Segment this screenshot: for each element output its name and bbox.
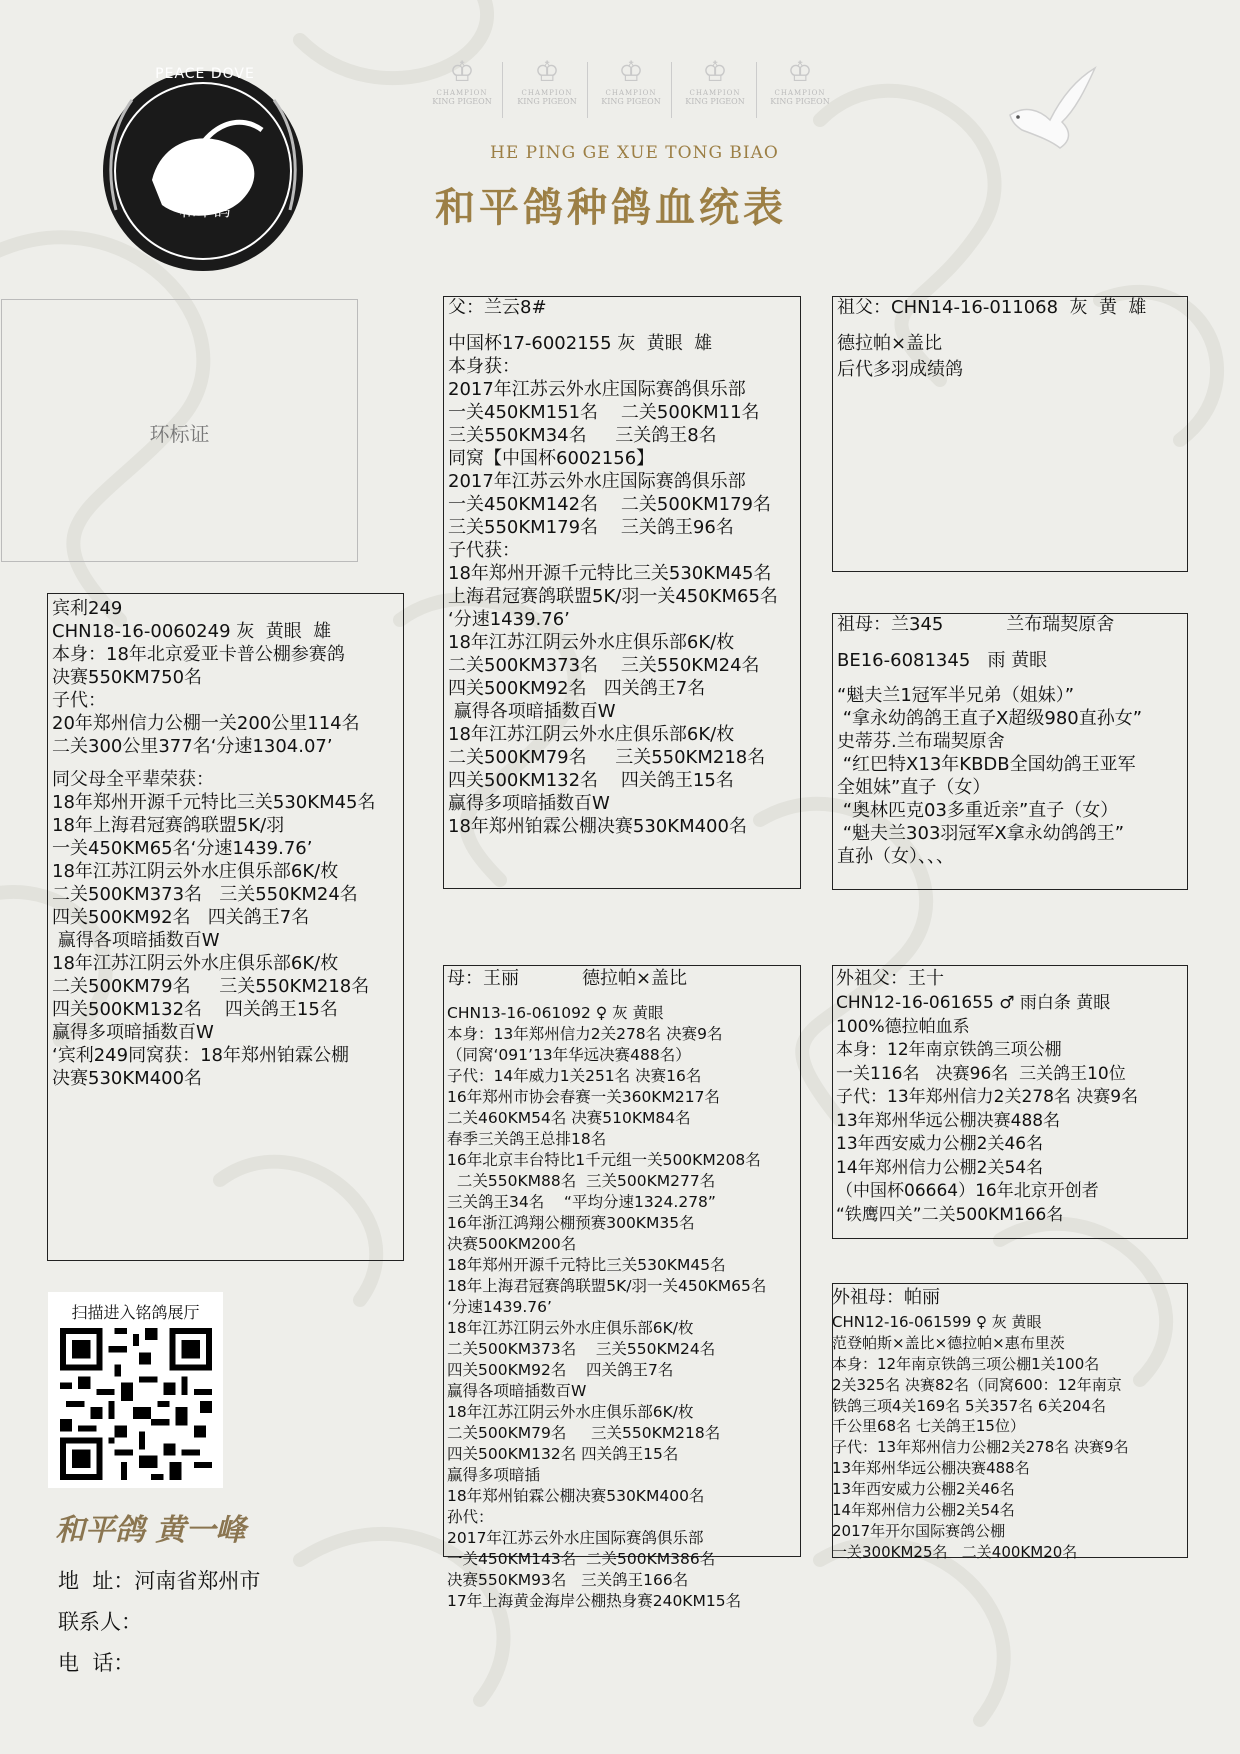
text-line: 18年郑州开源千元特比三关530KM45名: [52, 792, 376, 813]
text-line: 14年郑州信力公棚2关54名: [832, 1501, 1015, 1520]
text-line: 16年郑州市协会春赛一关360KM217名: [447, 1088, 720, 1106]
text-line: 四关500KM132名 四关鸽王15名: [52, 999, 338, 1020]
qr-code: [60, 1328, 212, 1480]
text-line: 13年西安威力公棚2关46名: [832, 1480, 1015, 1499]
text-line: 一关450KM65名‘分速1439.76’: [52, 838, 313, 859]
text-line: 18年江苏江阴云外水庄俱乐部6K/枚: [448, 724, 735, 745]
text-line: 赢得多项暗插数百W: [52, 1022, 214, 1043]
text-line: 二关500KM79名 三关550KM218名: [52, 976, 370, 997]
text-line: 18年江苏江阴云外水庄俱乐部6K/枚: [447, 1403, 694, 1421]
text-line: 四关500KM132名 四关鸽王15名: [447, 1445, 679, 1463]
text-line: BE16-6081345 雨 黄眼: [837, 650, 1048, 671]
text-line: 赢得多项暗插: [447, 1466, 541, 1484]
text-line: 决赛550KM750名: [52, 667, 203, 688]
text-line: 中国杯17-6002155 灰 黄眼 雄: [448, 333, 713, 354]
title-pinyin: HE PING GE XUE TONG BIAO: [490, 143, 779, 163]
text-line: “魁夫兰303羽冠军X拿永幼鸽鸽王”: [837, 823, 1125, 844]
text-line: CHN12-16-061655 ♂ 雨白条 黄眼: [836, 993, 1111, 1013]
text-line: （中国杯06664）16年北京开创者: [836, 1181, 1099, 1201]
contact-person-row: [58, 1606, 142, 1636]
text-line: “魁夫兰1冠军半兄弟（姐妹）”: [837, 685, 1075, 706]
text-line: 赢得多项暗插数百W: [448, 793, 610, 814]
crown-icon: ♔: [702, 55, 728, 88]
paternal-grandfather-box: [832, 296, 1188, 572]
text-line: 18年江苏江阴云外水庄俱乐部6K/枚: [447, 1319, 694, 1337]
text-line: 三关550KM34名 三关鸽王8名: [448, 425, 717, 446]
crown-separator: [587, 62, 588, 118]
text-line: 宾利249: [52, 598, 123, 619]
text-line: 直孙（女）、、、: [837, 846, 954, 867]
crown-badge: ♔ CHAMPION KING PIGEON: [426, 55, 498, 120]
text-line: 本身：13年郑州信力2关278名 决赛9名: [447, 1025, 723, 1043]
text-line: 2017年开尔国际赛鸽公棚: [832, 1521, 1006, 1540]
text-line: 子代：13年郑州信力公棚2关278名 决赛9名: [832, 1438, 1129, 1457]
text-line: 18年上海君冠赛鸽联盟5K/羽一关450KM65名: [447, 1277, 767, 1295]
dove-icon: [1000, 60, 1100, 160]
text-line: “奥林匹克03多重近亲”直子（女）: [837, 800, 1119, 821]
text-line: 同窝【中国杯6002156】: [448, 448, 655, 469]
text-line: 决赛500KM200名: [447, 1235, 577, 1253]
text-line: 铁鸽三项4关169名 5关357名 6关204名: [832, 1396, 1107, 1415]
text-line: “铁鹰四关”二关500KM166名: [836, 1204, 1064, 1225]
text-line: CHN18-16-0060249 灰 黄眼 雄: [52, 621, 332, 642]
text-line: 100%德拉帕血系: [836, 1016, 970, 1037]
text-line: 本身：12年南京铁鸽三项公棚: [836, 1040, 1062, 1060]
text-line: 2017年江苏云外水庄国际赛鸽俱乐部: [448, 471, 746, 492]
text-line: ‘宾利249同窝获：18年郑州铂霖公棚: [52, 1045, 349, 1066]
crown-separator: [756, 62, 757, 118]
text-line: 德拉帕×盖比: [837, 333, 943, 354]
qr-caption: 扫描进入铭鸽展厅: [71, 1303, 200, 1322]
text-line: 赢得各项暗插数百W: [52, 930, 220, 951]
text-line: 一关450KM143名 二关500KM386名: [447, 1550, 716, 1568]
text-line: 一关116名 决赛96名 三关鸽王10位: [836, 1063, 1126, 1084]
text-line: 子代：: [52, 690, 106, 711]
text-line: 本身：12年南京铁鸽三项公棚1关100名: [832, 1354, 1100, 1373]
text-line: 四关500KM92名 四关鸽王7名: [447, 1361, 674, 1379]
text-line: 18年郑州开源千元特比三关530KM45名: [447, 1256, 726, 1274]
text-line: 二关500KM373名 三关550KM24名: [448, 655, 760, 676]
maternal-grandmother-box: [832, 1289, 1202, 1566]
text-line: 18年江苏江阴云外水庄俱乐部6K/枚: [448, 632, 735, 653]
text-line: 范登帕斯×盖比×德拉帕×惠布里茨: [832, 1333, 1065, 1352]
text-line: 同父母全平辈荣获：: [52, 769, 214, 790]
text-line: CHN12-16-061599 ♀ 灰 黄眼: [832, 1313, 1042, 1331]
contact-person-label: 联系人：: [58, 1610, 142, 1634]
text-line: 全姐妹”直子（女）: [837, 777, 991, 798]
subject-pigeon-box: [47, 593, 404, 1261]
crown-separator: [671, 62, 672, 118]
text-line: 2关325名 决赛82名（同窝600：12年南京: [832, 1375, 1122, 1394]
text-line: 本身获：: [448, 356, 520, 377]
ring-certificate-label: 环标证: [149, 422, 210, 446]
text-line: 子代：14年威力1关251名 决赛16名: [447, 1067, 702, 1085]
text-line: 本身：18年北京爱亚卡普公棚参赛鸽: [52, 644, 345, 665]
maternal-grandfather-heading: 外祖父：王十: [836, 968, 944, 989]
text-line: 三关鸽王34名 “平均分速1324.278”: [447, 1193, 716, 1211]
text-line: 春季三关鸽王总排18名: [447, 1130, 607, 1148]
text-line: 上海君冠赛鸽联盟5K/羽一关450KM65名: [448, 586, 778, 607]
text-line: 20年郑州信力公棚一关200公里114名: [52, 713, 360, 734]
page-title: 和平鸽种鸽血统表: [435, 184, 787, 231]
text-line: 13年西安威力公棚2关46名: [836, 1134, 1044, 1154]
text-line: 千公里68名 七关鸽王15位）: [832, 1417, 1025, 1436]
crown-icon: ♔: [618, 55, 644, 88]
address-value: 河南省郑州市: [134, 1569, 261, 1593]
paternal-grandmother-heading: 祖母：兰345 兰布瑞契原舍: [837, 614, 1115, 635]
text-line: “拿永幼鸽鸽王直子X超级980直孙女”: [837, 708, 1143, 729]
text-line: CHN13-16-061092 ♀ 灰 黄眼: [447, 1004, 664, 1022]
father-box: [443, 296, 801, 889]
address-row: [58, 1565, 260, 1595]
text-line: 13年郑州华远公棚决赛488名: [832, 1459, 1030, 1478]
text-line: 17年上海黄金海岸公棚热身赛240KM15名: [447, 1592, 742, 1610]
logo-text-bottom: 和平鸽: [179, 201, 231, 221]
text-line: 决赛530KM400名: [52, 1068, 203, 1089]
text-line: 二关300公里377名‘分速1304.07’: [52, 736, 333, 757]
crown-separator: [502, 62, 503, 118]
crown-badge: ♔ CHAMPION KING PIGEON: [511, 55, 583, 120]
ring-certificate-box: [1, 299, 358, 562]
text-line: 18年江苏江阴云外水庄俱乐部6K/枚: [52, 861, 339, 882]
text-line: “红巴特X13年KBDB全国幼鸽王亚军: [837, 754, 1136, 775]
peace-dove-logo: [92, 60, 314, 282]
address-label: 地 址：: [58, 1569, 135, 1593]
paternal-grandmother-box: [832, 613, 1188, 890]
crown-badge: ♔ CHAMPION KING PIGEON: [679, 55, 751, 120]
text-line: 四关500KM92名 四关鸽王7名: [52, 907, 310, 928]
text-line: 后代多羽成绩鸽: [837, 359, 963, 380]
text-line: 2017年江苏云外水庄国际赛鸽俱乐部: [447, 1529, 704, 1547]
text-line: 二关460KM54名 决赛510KM84名: [447, 1109, 691, 1127]
text-line: 三关550KM179名 三关鸽王96名: [448, 517, 734, 538]
text-line: 二关500KM373名 三关550KM24名: [447, 1340, 716, 1358]
crown-icon: ♔: [534, 55, 560, 88]
text-line: 18年郑州铂霖公棚决赛530KM400名: [448, 816, 747, 837]
signature: 和平鸽 黄一峰: [55, 1513, 246, 1548]
text-line: 二关550KM88名 三关500KM277名: [447, 1172, 716, 1190]
text-line: 二关500KM79名 三关550KM218名: [447, 1424, 721, 1442]
text-line: 四关500KM132名 四关鸽王15名: [448, 770, 734, 791]
text-line: 赢得各项暗插数百W: [447, 1382, 587, 1400]
text-line: 18年上海君冠赛鸽联盟5K/羽: [52, 815, 285, 836]
text-line: 16年北京丰台特比1千元组一关500KM208名: [447, 1151, 761, 1169]
text-line: 18年郑州铂霖公棚决赛530KM400名: [447, 1487, 705, 1505]
text-line: 四关500KM92名 四关鸽王7名: [448, 678, 706, 699]
text-line: 孙代：: [447, 1508, 494, 1526]
crown-badge: ♔ CHAMPION KING PIGEON: [764, 55, 836, 120]
text-line: 子代获：: [448, 540, 520, 561]
qr-code-panel[interactable]: [48, 1292, 223, 1488]
text-line: 16年浙江鸿翔公棚预赛300KM35名: [447, 1214, 695, 1232]
father-heading: 父：兰云8#: [448, 297, 547, 318]
text-line: （同窝‘091’13年华远决赛488名）: [447, 1046, 691, 1064]
text-line: 赢得各项暗插数百W: [448, 701, 616, 722]
text-line: 一关450KM142名 二关500KM179名: [448, 494, 771, 515]
text-line: 13年郑州华远公棚决赛488名: [836, 1110, 1061, 1131]
phone-label: 电 话：: [58, 1651, 135, 1675]
text-line: ‘分速1439.76’: [447, 1298, 552, 1316]
maternal-grandmother-heading: 外祖母：帕丽: [832, 1287, 940, 1308]
logo-text-top: PEACE DOVE: [155, 66, 255, 82]
paternal-grandfather-heading: 祖父：CHN14-16-011068 灰 黄 雄: [837, 297, 1147, 318]
text-line: ‘分速1439.76’: [448, 609, 570, 630]
text-line: 二关500KM79名 三关550KM218名: [448, 747, 766, 768]
text-line: 史蒂芬.兰布瑞契原舍: [837, 731, 1005, 752]
mother-box: [447, 970, 807, 1615]
text-line: 2017年江苏云外水庄国际赛鸽俱乐部: [448, 379, 746, 400]
text-line: 决赛550KM93名 三关鸽王166名: [447, 1571, 689, 1589]
crown-icon: ♔: [449, 55, 475, 88]
text-line: 14年郑州信力公棚2关54名: [836, 1157, 1044, 1178]
text-line: 18年郑州开源千元特比三关530KM45名: [448, 563, 772, 584]
text-line: 二关500KM373名 三关550KM24名: [52, 884, 358, 905]
phone-row: [58, 1647, 134, 1677]
text-line: 一关450KM151名 二关500KM11名: [448, 402, 760, 423]
text-line: 18年江苏江阴云外水庄俱乐部6K/枚: [52, 953, 339, 974]
crown-badge: ♔ CHAMPION KING PIGEON: [595, 55, 667, 120]
crown-icon: ♔: [787, 55, 813, 88]
text-line: 一关300KM25名 二关400KM20名: [832, 1542, 1078, 1561]
mother-heading: 母：王丽 德拉帕×盖比: [447, 968, 688, 989]
text-line: 子代：13年郑州信力2关278名 决赛9名: [836, 1087, 1139, 1107]
maternal-grandfather-box: [836, 970, 1196, 1230]
